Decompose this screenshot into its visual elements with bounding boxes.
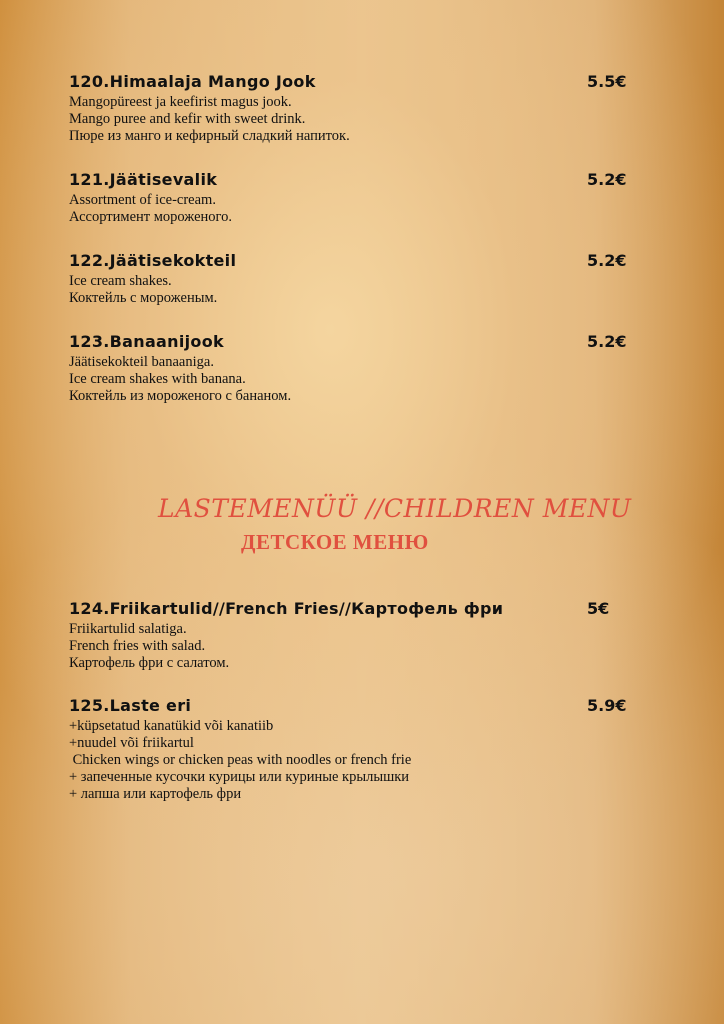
description-line: Assortment of ice-cream.	[69, 192, 216, 208]
section-title-latin: LASTEMENÜÜ //CHILDREN MENU	[158, 494, 632, 523]
menu-item-header	[69, 599, 629, 621]
menu-item-title: 125.Laste eri	[69, 696, 192, 715]
description-line: Ice cream shakes with banana.	[69, 371, 246, 387]
menu-item-title: 122.Jäätisekokteil	[69, 251, 237, 270]
menu-item-121	[69, 170, 629, 226]
menu-item-title: 120.Himaalaja Mango Jook	[69, 72, 316, 91]
menu-item-120	[69, 72, 629, 145]
description-line: Ассортимент мороженого.	[69, 209, 233, 225]
description-line: Friikartulid salatiga.	[69, 621, 187, 637]
description-line: Ice cream shakes.	[69, 273, 172, 289]
menu-item-125	[69, 696, 629, 803]
description-line: Mango puree and kefir with sweet drink.	[69, 111, 306, 127]
description-line: Mangopüreest ja keefirist magus jook.	[69, 94, 292, 110]
menu-item-description	[69, 621, 629, 672]
menu-item-124	[69, 599, 629, 672]
description-line: Jäätisekokteil banaaniga.	[69, 354, 214, 370]
description-line: +nuudel või friikartul	[69, 735, 194, 751]
menu-item-header	[69, 696, 629, 718]
description-line: + лапша или картофель фри	[69, 786, 242, 802]
menu-item-description	[69, 718, 629, 803]
menu-item-description	[69, 94, 629, 145]
menu-item-123	[69, 332, 629, 405]
menu-item-description	[69, 192, 629, 226]
menu-item-header	[69, 332, 629, 354]
menu-item-description	[69, 354, 629, 405]
menu-item-price: 5.2€	[587, 332, 627, 351]
menu-item-title: 121.Jäätisevalik	[69, 170, 218, 189]
menu-item-header	[69, 72, 629, 94]
description-line: French fries with salad.	[69, 638, 206, 654]
description-line: Коктейль из мороженого с бананом.	[69, 388, 292, 404]
description-line: Картофель фри с салатом.	[69, 655, 230, 671]
menu-item-header	[69, 170, 629, 192]
menu-item-title: 123.Banaanijook	[69, 332, 224, 351]
menu-item-description	[69, 273, 629, 307]
description-line: Пюре из манго и кефирный сладкий напиток.	[69, 128, 350, 144]
menu-item-price: 5€	[587, 599, 610, 618]
menu-item-122	[69, 251, 629, 307]
description-line: Chicken wings or chicken peas with noodles or french frie	[69, 752, 412, 768]
menu-item-price: 5.5€	[587, 72, 627, 91]
section-title-cyrillic: ДЕТСКОЕ МЕНЮ	[241, 530, 429, 554]
menu-item-price: 5.9€	[587, 696, 627, 715]
menu-item-header	[69, 251, 629, 273]
description-line: Коктейль с мороженым.	[69, 290, 218, 306]
description-line: +küpsetatud kanatükid või kanatiib	[69, 718, 274, 734]
menu-item-price: 5.2€	[587, 170, 627, 189]
description-line: + запеченные кусочки курицы или куриные крылышки	[69, 769, 410, 785]
menu-item-title: 124.Friikartulid//French Fries//Картофель фри	[69, 599, 504, 618]
menu-item-price: 5.2€	[587, 251, 627, 270]
